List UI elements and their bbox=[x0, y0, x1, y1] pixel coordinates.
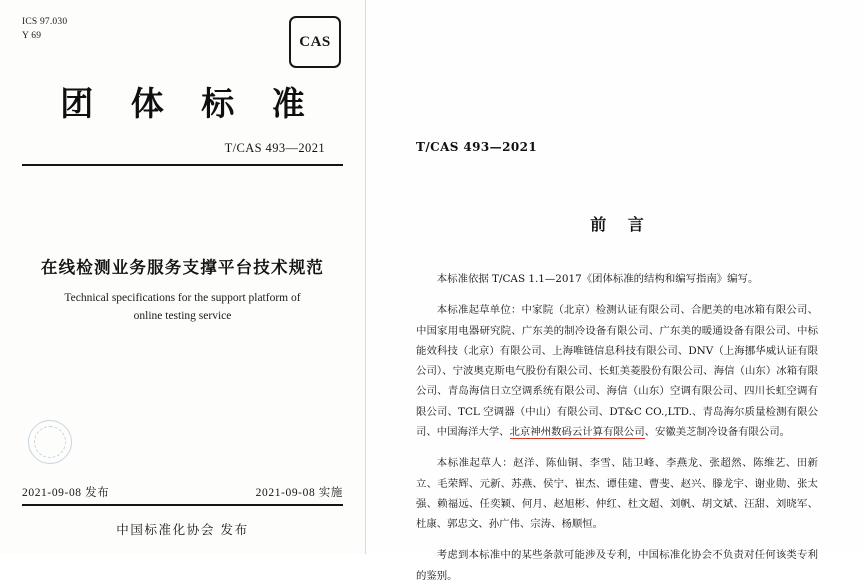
cover-dates-row bbox=[22, 484, 343, 500]
cover-bottom-rule bbox=[22, 504, 343, 506]
cover-effective-date: 2021-09-08 实施 bbox=[255, 487, 343, 499]
watermark-seal-inner bbox=[34, 426, 66, 458]
foreword-paragraph-3: 本标准起草人：赵洋、陈仙铜、李雪、陆卫峰、李燕龙、张超然、陈维艺、田新立、毛荣辉、元新、苏燕、侯宁、崔杰、谭佳建、曹斐、赵兴、滕龙宇、谢业勋、张太强、赖福远、任奕颖、何月、赵旭彬、仲红、杜文超、刘帆、胡文斌、汪甜、刘晓军、杜康、郭忠文、孙广伟、宗涛、杨顺恒。 bbox=[416, 457, 818, 531]
cas-logo-text: CAS bbox=[299, 33, 331, 50]
cas-logo-icon bbox=[289, 16, 341, 68]
cover-main-title: 团 体 标 准 bbox=[60, 83, 318, 123]
foreword-body bbox=[416, 269, 818, 586]
foreword-paragraph-1: 本标准依据 T/CAS 1.1—2017《团体标准的结构和编写指南》编写。 bbox=[436, 273, 759, 285]
cover-top-rule bbox=[22, 164, 343, 166]
highlighted-company-name: 北京神州数码云计算有限公司 bbox=[509, 425, 645, 438]
cover-title-en-line2: online testing service bbox=[133, 309, 232, 322]
foreword-paragraph-4: 考虑到本标准中的某些条款可能涉及专利，中国标准化协会不负责对任何该类专利的鉴别。 bbox=[416, 549, 818, 582]
foreword-paragraph-2-text: 本标准起草单位：中家院（北京）检测认证有限公司、合肥美的电冰箱有限公司、中国家用电器研究院、广东美的制冷设备有限公司、广东美的暖通设备有限公司、中标能效科技（北京）有限公司、上海唯链信息科技有限公司、DNV（上海挪华威认证有限公司）、宁波奥克斯电气股份有限公司、长虹美菱股份有限公司、海信（山东）冰箱有限公司、青岛海信日立空调系统有限公司、海信（山东）空调有限公司、四川长虹空调有限公司、TCL 空调器（中山）有限公司、DT&C CO.,LTD.、青岛海尔质量检测有限公司、中国海洋大学、北京神州数码云计算有限公司、安徽美芝制冷设备有限公司。 bbox=[416, 304, 818, 438]
ics-code-line: ICS 97.030 bbox=[22, 17, 68, 27]
watermark-seal-icon bbox=[28, 420, 72, 464]
cover-issuer: 中国标准化协会 发布 bbox=[116, 522, 249, 537]
foreword-paragraph-2 bbox=[416, 300, 818, 442]
foreword-page bbox=[366, 0, 862, 582]
cover-title-en bbox=[22, 290, 343, 326]
ccs-code-line: Y 69 bbox=[22, 30, 42, 41]
cover-page bbox=[0, 0, 366, 554]
cover-issue-date: 2021-09-08 发布 bbox=[22, 487, 110, 499]
cover-standard-number: T/CAS 493—2021 bbox=[224, 140, 325, 155]
foreword-heading: 前 言 bbox=[590, 215, 652, 234]
cover-title-en-line1: Technical specifications for the support platform of bbox=[64, 291, 301, 304]
cover-title-cn: 在线检测业务服务支撑平台技术规范 bbox=[40, 257, 325, 277]
foreword-standard-number: T/CAS 493—2021 bbox=[416, 140, 538, 154]
